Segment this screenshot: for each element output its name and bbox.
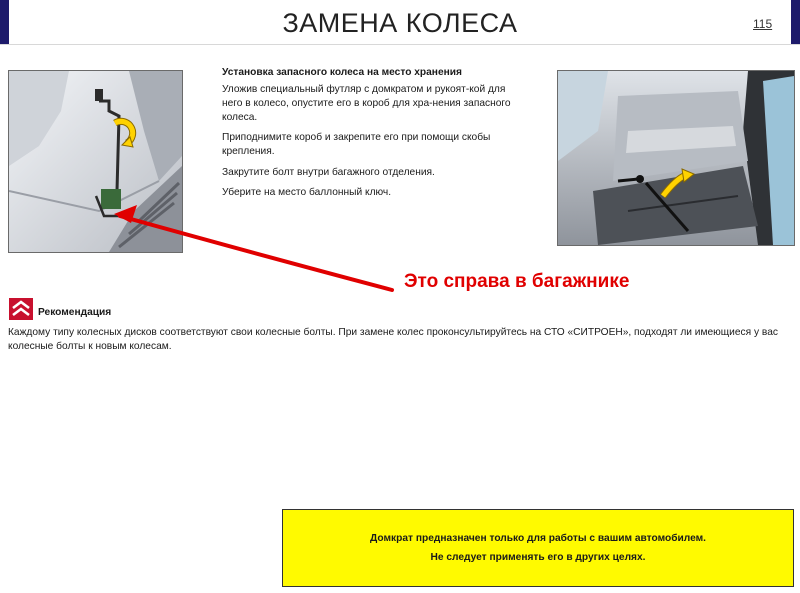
page-title: ЗАМЕНА КОЛЕСА <box>282 8 518 38</box>
instruction-step: Уложив специальный футляр с домкратом и рукоят-кой для него в колесо, опустите его в короб для хра-нения запасного колеса. <box>222 84 511 124</box>
instruction-step: Закрутите болт внутри багажного отделения. <box>222 166 435 178</box>
page-number[interactable]: 115 <box>753 17 773 31</box>
warning-notice <box>282 509 794 587</box>
recommendation-body: Каждому типу колесных дисков соответствуют свои колесные болты. При замене колес проконсультируйтесь на СТО «СИТРОЕН», подходят ли имеющиеся у вас колесные болты к новым колесам. <box>8 327 778 353</box>
instruction-step: Уберите на место баллонный ключ. <box>222 186 392 198</box>
instructions-heading: Установка запасного колеса на место хранения <box>222 67 462 78</box>
warning-line: Не следует применять его в других целях. <box>430 552 646 563</box>
warning-line: Домкрат предназначен только для работы с вашим автомобилем. <box>370 533 706 544</box>
spare-wheel-bolt-photo <box>8 70 183 253</box>
trunk-floor-photo <box>557 70 795 246</box>
instruction-step: Приподнимите короб и закрепите его при помощи скобы крепления. <box>222 132 491 158</box>
recommendation-heading: Рекомендация <box>38 307 112 318</box>
citroen-logo-icon <box>9 298 33 320</box>
header-divider <box>0 44 800 45</box>
trunk-location-annotation: Это справа в багажнике <box>404 271 630 292</box>
storage-instructions <box>222 66 512 206</box>
